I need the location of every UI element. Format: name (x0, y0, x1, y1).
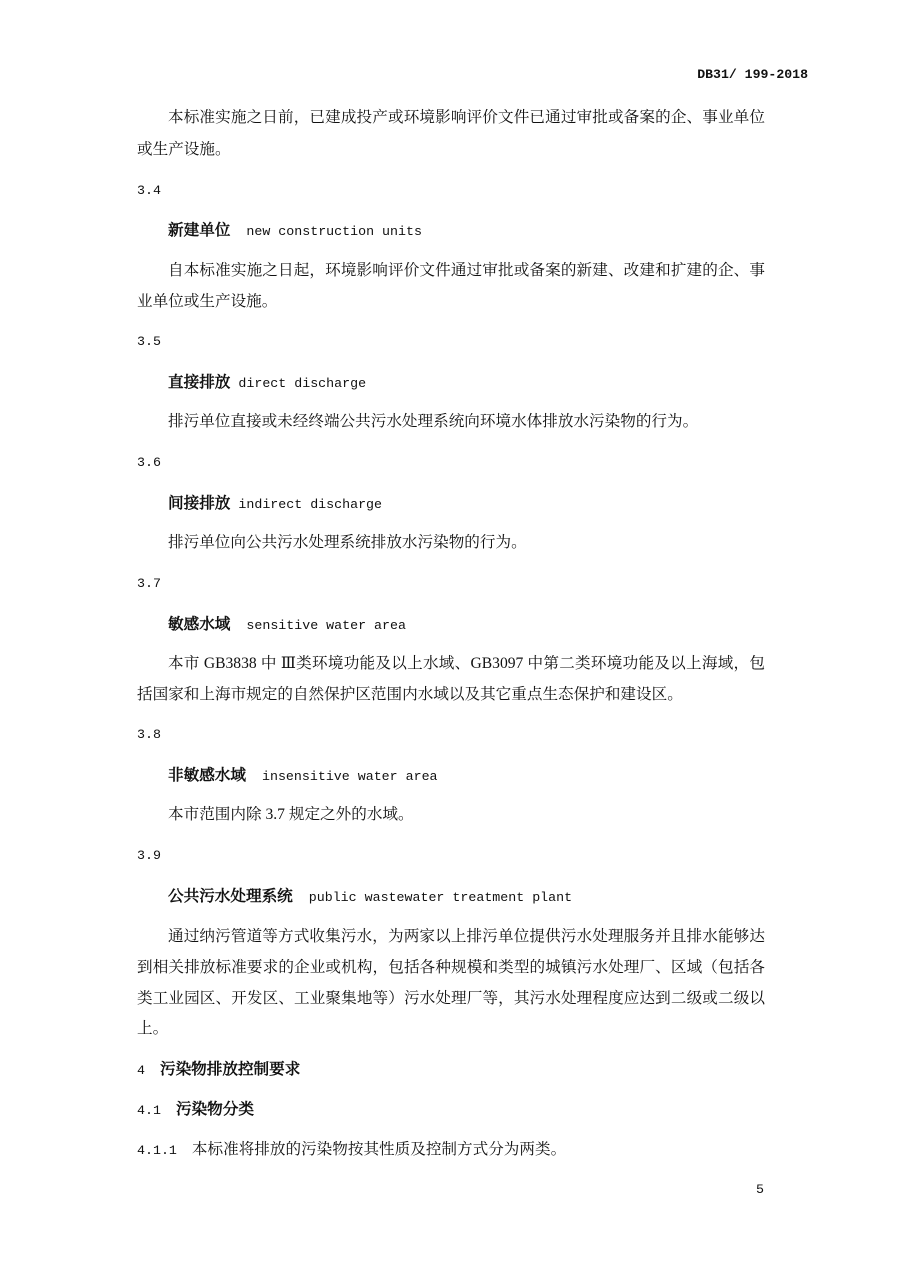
term-number: 3.7 (137, 576, 161, 591)
term-heading (168, 372, 366, 392)
term-number: 3.8 (137, 727, 161, 742)
term-zh: 新建单位 (168, 221, 231, 239)
term-en: insensitive water area (261, 769, 438, 784)
term-zh: 敏感水域 (168, 615, 231, 633)
term-heading (168, 220, 422, 240)
definition-line: 到相关排放标准要求的企业或机构，包括各种规模和类型的城镇污水处理厂、区域（包括各 (137, 959, 765, 976)
section-number: 4.1 (137, 1103, 161, 1118)
definition-line: 通过纳污管道等方式收集污水，为两家以上排污单位提供污水处理服务并且排水能够达 (168, 928, 765, 945)
term-en: indirect discharge (238, 497, 383, 512)
section-number: 4 (137, 1063, 145, 1078)
term-en: direct discharge (238, 376, 367, 391)
section-title: 污染物排放控制要求 (159, 1060, 301, 1078)
term-zh: 间接排放 (168, 494, 231, 512)
subsection-heading (137, 1099, 254, 1119)
clause (137, 1140, 566, 1160)
definition-line: 括国家和上海市规定的自然保护区范围内水域以及其它重点生态保护和建设区。 (137, 686, 683, 703)
definition-line: 本市 GB3838 中 Ⅲ类环境功能及以上水域、GB3097 中第二类环境功能及以上海域，包 (168, 655, 765, 672)
definition-line: 排污单位向公共污水处理系统排放水污染物的行为。 (168, 534, 527, 551)
definition-line: 类工业园区、开发区、工业聚集地等）污水处理厂等，其污水处理程度应达到二级或二级以 (137, 990, 765, 1007)
definition-line: 本标准实施之日前，已建成投产或环境影响评价文件已通过审批或备案的企、事业单位 (168, 109, 765, 126)
definition-line: 本市范围内除 3.7 规定之外的水域。 (168, 806, 414, 823)
term-number: 3.9 (137, 848, 161, 863)
definition-line: 自本标准实施之日起，环境影响评价文件通过审批或备案的新建、改建和扩建的企、事 (168, 262, 765, 279)
definition-line: 或生产设施。 (137, 141, 231, 158)
term-number: 3.6 (137, 455, 161, 470)
term-zh: 直接排放 (168, 373, 231, 391)
clause-text: 本标准将排放的污染物按其性质及控制方式分为两类。 (191, 1141, 567, 1158)
term-zh: 公共污水处理系统 (168, 887, 293, 905)
page-number: 5 (756, 1182, 764, 1197)
definition-line: 上。 (137, 1020, 169, 1037)
standard-code-header: DB31/ 199-2018 (697, 67, 808, 82)
clause-number: 4.1.1 (137, 1143, 177, 1158)
term-en: public wastewater treatment plant (308, 890, 573, 905)
term-number: 3.4 (137, 183, 161, 198)
definition-line: 排污单位直接或未经终端公共污水处理系统向环境水体排放水污染物的行为。 (168, 413, 699, 430)
section-heading (137, 1059, 300, 1079)
section-title: 污染物分类 (175, 1100, 254, 1118)
term-zh: 非敏感水域 (168, 766, 246, 784)
term-en: sensitive water area (246, 618, 406, 633)
term-number: 3.5 (137, 334, 161, 349)
term-heading (168, 493, 382, 513)
definition-line: 业单位或生产设施。 (137, 293, 278, 310)
term-heading (168, 614, 406, 634)
term-heading (168, 765, 438, 785)
term-heading (168, 886, 572, 906)
term-en: new construction units (246, 224, 422, 239)
